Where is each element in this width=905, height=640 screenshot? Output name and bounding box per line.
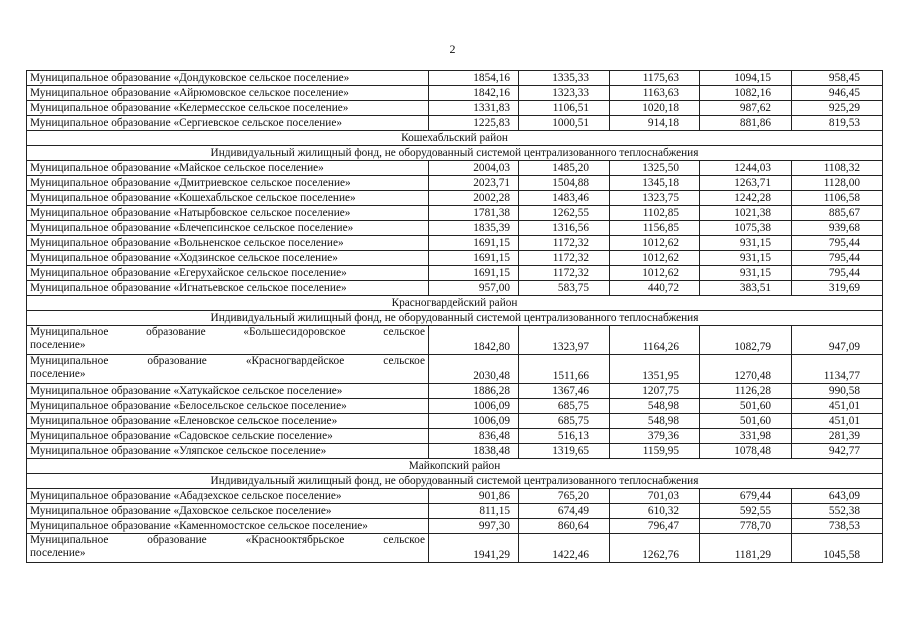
value-cell: 1323,33 xyxy=(519,86,610,101)
municipality-name: Муниципальное образование «Еленовское сельское поселение» xyxy=(27,414,429,429)
value-cell: 451,01 xyxy=(792,414,883,429)
table-row xyxy=(27,504,883,519)
value-cell: 1335,33 xyxy=(519,71,610,86)
value-cell: 1000,51 xyxy=(519,116,610,131)
value-cell: 931,15 xyxy=(700,236,792,251)
table-row xyxy=(27,281,883,296)
value-cell: 1126,28 xyxy=(700,384,792,399)
value-cell: 795,44 xyxy=(792,266,883,281)
value-cell: 685,75 xyxy=(519,399,610,414)
value-cell: 1691,15 xyxy=(429,251,519,266)
value-cell: 1134,77 xyxy=(792,355,883,384)
value-cell: 1325,50 xyxy=(610,161,700,176)
value-cell: 795,44 xyxy=(792,236,883,251)
value-cell: 679,44 xyxy=(700,489,792,504)
value-cell: 2004,03 xyxy=(429,161,519,176)
table-row xyxy=(27,429,883,444)
value-cell: 1078,48 xyxy=(700,444,792,459)
value-cell: 1323,97 xyxy=(519,326,610,355)
value-cell: 552,38 xyxy=(792,504,883,519)
section-header-row xyxy=(27,146,883,161)
section-header: Майкопский район xyxy=(27,459,883,474)
value-cell: 440,72 xyxy=(610,281,700,296)
value-cell: 583,75 xyxy=(519,281,610,296)
table-row xyxy=(27,221,883,236)
value-cell: 319,69 xyxy=(792,281,883,296)
municipality-name: Муниципальное образование «Сергиевское сельское поселение» xyxy=(27,116,429,131)
value-cell: 1021,38 xyxy=(700,206,792,221)
value-cell: 1367,46 xyxy=(519,384,610,399)
value-cell: 1175,63 xyxy=(610,71,700,86)
value-cell: 1351,95 xyxy=(610,355,700,384)
value-cell: 1108,32 xyxy=(792,161,883,176)
value-cell: 1842,16 xyxy=(429,86,519,101)
value-cell: 2002,28 xyxy=(429,191,519,206)
municipality-name: Муниципальное образование «Белосельское сельское поселение» xyxy=(27,399,429,414)
value-cell: 997,30 xyxy=(429,519,519,534)
value-cell: 1094,15 xyxy=(700,71,792,86)
value-cell: 1691,15 xyxy=(429,266,519,281)
page-number: 2 xyxy=(449,42,456,56)
value-cell: 1163,63 xyxy=(610,86,700,101)
table-row xyxy=(27,355,883,384)
value-cell: 501,60 xyxy=(700,414,792,429)
table-body xyxy=(27,71,883,563)
table-row xyxy=(27,101,883,116)
table-row xyxy=(27,519,883,534)
section-header-row xyxy=(27,311,883,326)
value-cell: 281,39 xyxy=(792,429,883,444)
value-cell: 1172,32 xyxy=(519,251,610,266)
table-row xyxy=(27,71,883,86)
value-cell: 1319,65 xyxy=(519,444,610,459)
municipality-name-line1: Муниципальное образование «Краснооктябрьское сельское xyxy=(30,534,425,546)
value-cell: 795,44 xyxy=(792,251,883,266)
value-cell: 914,18 xyxy=(610,116,700,131)
value-cell: 1106,51 xyxy=(519,101,610,116)
municipality-name: Муниципальное образование «Хатукайское сельское поселение» xyxy=(27,384,429,399)
value-cell: 592,55 xyxy=(700,504,792,519)
section-header: Индивидуальный жилищный фонд, не оборудованный системой централизованного теплоснабжения xyxy=(27,474,883,489)
value-cell: 1262,76 xyxy=(610,534,700,563)
value-cell: 738,53 xyxy=(792,519,883,534)
value-cell: 1128,00 xyxy=(792,176,883,191)
value-cell: 1483,46 xyxy=(519,191,610,206)
municipality-name-line2: поселение» xyxy=(30,368,86,380)
municipality-name: Муниципальное образование «Дондуковское сельское поселение» xyxy=(27,71,429,86)
value-cell: 1012,62 xyxy=(610,251,700,266)
value-cell: 881,86 xyxy=(700,116,792,131)
value-cell: 1485,20 xyxy=(519,161,610,176)
table-row xyxy=(27,266,883,281)
value-cell: 501,60 xyxy=(700,399,792,414)
municipality-name: Муниципальное образование «Каменномостское сельское поселение» xyxy=(27,519,429,534)
section-header-row xyxy=(27,131,883,146)
value-cell: 1012,62 xyxy=(610,236,700,251)
value-cell: 2023,71 xyxy=(429,176,519,191)
municipality-name: Муниципальное образование «Игнатьевское сельское поселение» xyxy=(27,281,429,296)
municipality-name: Муниципальное образование «Уляпское сельское поселение» xyxy=(27,444,429,459)
value-cell: 901,86 xyxy=(429,489,519,504)
value-cell: 1006,09 xyxy=(429,399,519,414)
value-cell: 1262,55 xyxy=(519,206,610,221)
value-cell: 1172,32 xyxy=(519,266,610,281)
value-cell: 1886,28 xyxy=(429,384,519,399)
table-row xyxy=(27,206,883,221)
value-cell: 1691,15 xyxy=(429,236,519,251)
table-row xyxy=(27,251,883,266)
section-header-row xyxy=(27,296,883,311)
municipality-name: Муниципальное образование «Садовское сельские поселение» xyxy=(27,429,429,444)
value-cell: 925,29 xyxy=(792,101,883,116)
value-cell: 987,62 xyxy=(700,101,792,116)
value-cell: 516,13 xyxy=(519,429,610,444)
section-header: Красногвардейский район xyxy=(27,296,883,311)
table-row xyxy=(27,489,883,504)
section-header: Кошехабльский район xyxy=(27,131,883,146)
table-row xyxy=(27,191,883,206)
value-cell: 1225,83 xyxy=(429,116,519,131)
value-cell: 383,51 xyxy=(700,281,792,296)
section-header-row xyxy=(27,459,883,474)
table-row xyxy=(27,326,883,355)
value-cell: 1075,38 xyxy=(700,221,792,236)
value-cell: 1156,85 xyxy=(610,221,700,236)
municipality-name: Муниципальное образование «Кошехабльское сельское поселение» xyxy=(27,191,429,206)
value-cell: 1316,56 xyxy=(519,221,610,236)
value-cell: 685,75 xyxy=(519,414,610,429)
value-cell: 1422,46 xyxy=(519,534,610,563)
value-cell: 1835,39 xyxy=(429,221,519,236)
value-cell: 836,48 xyxy=(429,429,519,444)
municipality-name xyxy=(27,326,429,355)
value-cell: 1020,18 xyxy=(610,101,700,116)
value-cell: 1181,29 xyxy=(700,534,792,563)
value-cell: 860,64 xyxy=(519,519,610,534)
value-cell: 942,77 xyxy=(792,444,883,459)
municipality-name xyxy=(27,355,429,384)
value-cell: 1323,75 xyxy=(610,191,700,206)
value-cell: 1838,48 xyxy=(429,444,519,459)
municipality-name: Муниципальное образование «Вольненское сельское поселение» xyxy=(27,236,429,251)
table-row xyxy=(27,384,883,399)
section-header: Индивидуальный жилищный фонд, не оборудованный системой централизованного теплоснабжения xyxy=(27,146,883,161)
value-cell: 1941,29 xyxy=(429,534,519,563)
table-row xyxy=(27,116,883,131)
municipality-name: Муниципальное образование «Егерухайское сельское поселение» xyxy=(27,266,429,281)
table-row xyxy=(27,161,883,176)
table-row xyxy=(27,176,883,191)
value-cell: 1045,58 xyxy=(792,534,883,563)
municipality-name xyxy=(27,534,429,563)
value-cell: 1082,16 xyxy=(700,86,792,101)
municipality-name: Муниципальное образование «Блечепсинское сельское поселение» xyxy=(27,221,429,236)
value-cell: 548,98 xyxy=(610,414,700,429)
value-cell: 931,15 xyxy=(700,251,792,266)
table-row xyxy=(27,86,883,101)
value-cell: 1207,75 xyxy=(610,384,700,399)
section-header: Индивидуальный жилищный фонд, не оборудованный системой централизованного теплоснабжения xyxy=(27,311,883,326)
value-cell: 885,67 xyxy=(792,206,883,221)
value-cell: 1106,58 xyxy=(792,191,883,206)
municipality-name: Муниципальное образование «Дмитриевское сельское поселение» xyxy=(27,176,429,191)
value-cell: 1244,03 xyxy=(700,161,792,176)
municipality-name: Муниципальное образование «Натырбовское сельское поселение» xyxy=(27,206,429,221)
table-row xyxy=(27,414,883,429)
municipality-name: Муниципальное образование «Ходзинское сельское поселение» xyxy=(27,251,429,266)
value-cell: 1842,80 xyxy=(429,326,519,355)
value-cell: 1263,71 xyxy=(700,176,792,191)
municipality-name-line2: поселение» xyxy=(30,547,86,559)
value-cell: 1012,62 xyxy=(610,266,700,281)
value-cell: 379,36 xyxy=(610,429,700,444)
value-cell: 1164,26 xyxy=(610,326,700,355)
table-row xyxy=(27,444,883,459)
value-cell: 610,32 xyxy=(610,504,700,519)
value-cell: 1504,88 xyxy=(519,176,610,191)
value-cell: 957,00 xyxy=(429,281,519,296)
municipality-name: Муниципальное образование «Даховское сельское поселение» xyxy=(27,504,429,519)
value-cell: 819,53 xyxy=(792,116,883,131)
value-cell: 643,09 xyxy=(792,489,883,504)
table-row xyxy=(27,236,883,251)
value-cell: 939,68 xyxy=(792,221,883,236)
value-cell: 765,20 xyxy=(519,489,610,504)
value-cell: 1345,18 xyxy=(610,176,700,191)
value-cell: 548,98 xyxy=(610,399,700,414)
value-cell: 1854,16 xyxy=(429,71,519,86)
value-cell: 701,03 xyxy=(610,489,700,504)
value-cell: 1172,32 xyxy=(519,236,610,251)
municipality-name-line1: Муниципальное образование «Красногвардейское сельское xyxy=(30,355,425,367)
municipality-name-line2: поселение» xyxy=(30,339,86,351)
municipality-name: Муниципальное образование «Майское сельское поселение» xyxy=(27,161,429,176)
value-cell: 1270,48 xyxy=(700,355,792,384)
value-cell: 1331,83 xyxy=(429,101,519,116)
value-cell: 1159,95 xyxy=(610,444,700,459)
value-cell: 947,09 xyxy=(792,326,883,355)
value-cell: 1781,38 xyxy=(429,206,519,221)
value-cell: 674,49 xyxy=(519,504,610,519)
value-cell: 1006,09 xyxy=(429,414,519,429)
table-row xyxy=(27,534,883,563)
value-cell: 1082,79 xyxy=(700,326,792,355)
value-cell: 1242,28 xyxy=(700,191,792,206)
value-cell: 1511,66 xyxy=(519,355,610,384)
value-cell: 811,15 xyxy=(429,504,519,519)
municipality-name: Муниципальное образование «Келермесское сельское поселение» xyxy=(27,101,429,116)
value-cell: 1102,85 xyxy=(610,206,700,221)
value-cell: 796,47 xyxy=(610,519,700,534)
municipality-name: Муниципальное образование «Айрюмовское сельское поселение» xyxy=(27,86,429,101)
value-cell: 990,58 xyxy=(792,384,883,399)
table-row xyxy=(27,399,883,414)
value-cell: 946,45 xyxy=(792,86,883,101)
value-cell: 958,45 xyxy=(792,71,883,86)
municipality-name: Муниципальное образование «Абадзехское сельское поселение» xyxy=(27,489,429,504)
tariff-table xyxy=(26,70,883,563)
value-cell: 2030,48 xyxy=(429,355,519,384)
value-cell: 778,70 xyxy=(700,519,792,534)
value-cell: 331,98 xyxy=(700,429,792,444)
section-header-row xyxy=(27,474,883,489)
value-cell: 931,15 xyxy=(700,266,792,281)
value-cell: 451,01 xyxy=(792,399,883,414)
municipality-name-line1: Муниципальное образование «Большесидоровское сельское xyxy=(30,326,425,338)
